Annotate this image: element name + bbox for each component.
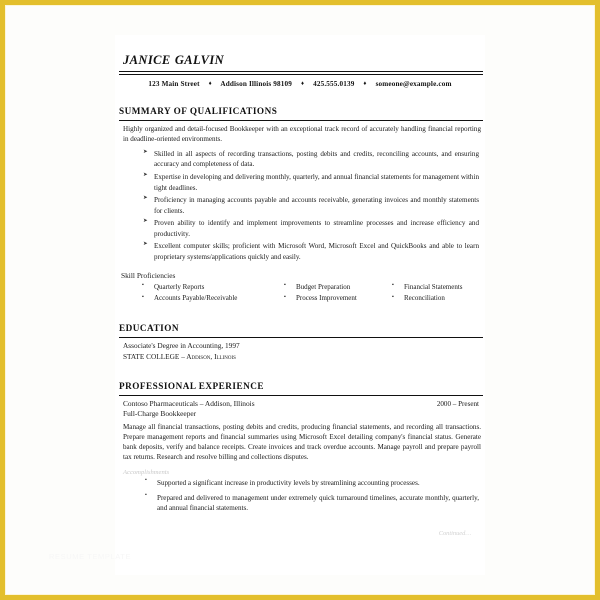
continued-marker: Continued…: [438, 530, 471, 537]
skill-proficiencies-grid: [141, 282, 481, 305]
skills-column-3: [391, 282, 481, 305]
list-item: ▪ Financial Statements: [391, 282, 481, 293]
summary-bullet-list: [143, 149, 479, 262]
list-item: ▪ Reconciliation: [391, 293, 481, 304]
skills-column-2: [283, 282, 391, 305]
job-dates: 2000 – Present: [436, 399, 479, 408]
contact-separator-icon: ♦: [208, 80, 212, 87]
education-degree: Associate's Degree in Accounting, 1997: [123, 340, 240, 350]
contact-line: [115, 75, 485, 88]
section-heading-education: EDUCATION: [119, 322, 179, 333]
summary-divider-rule: [119, 120, 483, 121]
skill-proficiencies-label: Skill Proficiencies: [121, 270, 176, 280]
list-item: ▪ Quarterly Reports: [141, 282, 283, 293]
list-item: ▪ Supported a significant increase in productivity levels by streamlining accounting processes.: [145, 478, 479, 488]
contact-phone[interactable]: 425.555.0139: [313, 79, 355, 88]
contact-separator-icon: ♦: [300, 80, 305, 87]
list-item: ▪ Accounts Payable/Receivable: [141, 293, 283, 304]
list-item: ▪ Process Improvement: [283, 293, 391, 304]
list-item: ➤ Proven ability to identify and implement improvements to streamline processes and increase efficiency and productivity.: [143, 218, 479, 239]
summary-paragraph: Highly organized and detail-focused Bookkeeper with an exceptional track record of accurately handling financial reporting in deadline-oriented environments.: [123, 124, 481, 143]
section-heading-summary: SUMMARY OF QUALIFICATIONS: [119, 105, 278, 116]
education-divider-rule: [119, 337, 483, 338]
candidate-first-name: JANICE: [123, 53, 171, 67]
resume-sheet: [115, 35, 485, 575]
section-heading-experience: PROFESSIONAL EXPERIENCE: [119, 380, 265, 391]
contact-separator-icon: ♦: [363, 80, 367, 87]
contact-city-state-zip: Addison Illinois 98109: [220, 79, 292, 88]
education-institution: STATE COLLEGE – Addison, Illinois: [123, 351, 236, 361]
list-item: ➤ Proficiency in managing accounts payable and accounts receivable, generating invoices and monthly statements for clients.: [143, 195, 479, 216]
candidate-name: [115, 35, 485, 71]
contact-email[interactable]: someone@example.com: [375, 79, 452, 88]
list-item: ▪ Prepared and delivered to management under extremely quick turnaround timelines, accurate monthly, quarterly, and annual financial statements.: [145, 493, 479, 514]
list-item: ▪ Budget Preparation: [283, 282, 391, 293]
contact-street: 123 Main Street: [148, 79, 200, 88]
accomplishments-list: [145, 478, 479, 514]
candidate-last-name: GALVIN: [174, 53, 225, 67]
list-item: ➤ Expertise in developing and delivering monthly, quarterly, and annual financial statements for management within tight deadlines.: [143, 172, 479, 193]
list-item: ➤ Excellent computer skills; proficient with Microsoft Word, Microsoft Excel and QuickBooks and able to learn proprietary systems/applications quickly and easily.: [143, 241, 479, 262]
page-watermark: RESUME TEMPLATE: [49, 552, 132, 561]
experience-divider-rule: [119, 395, 483, 396]
list-item: ➤ Skilled in all aspects of recording transactions, posting debits and credits, reconciling accounts, and ensuring accuracy and completeness of data.: [143, 149, 479, 170]
job-description: Manage all financial transactions, posting debits and credits, producing financial statements, and recording all transactions. Prepare management reports and financial summaries using Microsoft Excel detailing company's financial status. Generate bank deposits, verify and balance receipts. Create invoices and track overdue accounts. Manage payroll and prepare payroll tax returns. Research and resolve billing and collections disputes.: [123, 422, 481, 462]
job-title: Full-Charge Bookkeeper: [123, 408, 197, 418]
skills-column-1: [141, 282, 283, 305]
accomplishments-label: Accomplishments: [123, 468, 170, 476]
job-header-row: [123, 399, 479, 408]
job-organization: Contoso Pharmaceuticals – Addison, Illinois: [123, 398, 255, 408]
